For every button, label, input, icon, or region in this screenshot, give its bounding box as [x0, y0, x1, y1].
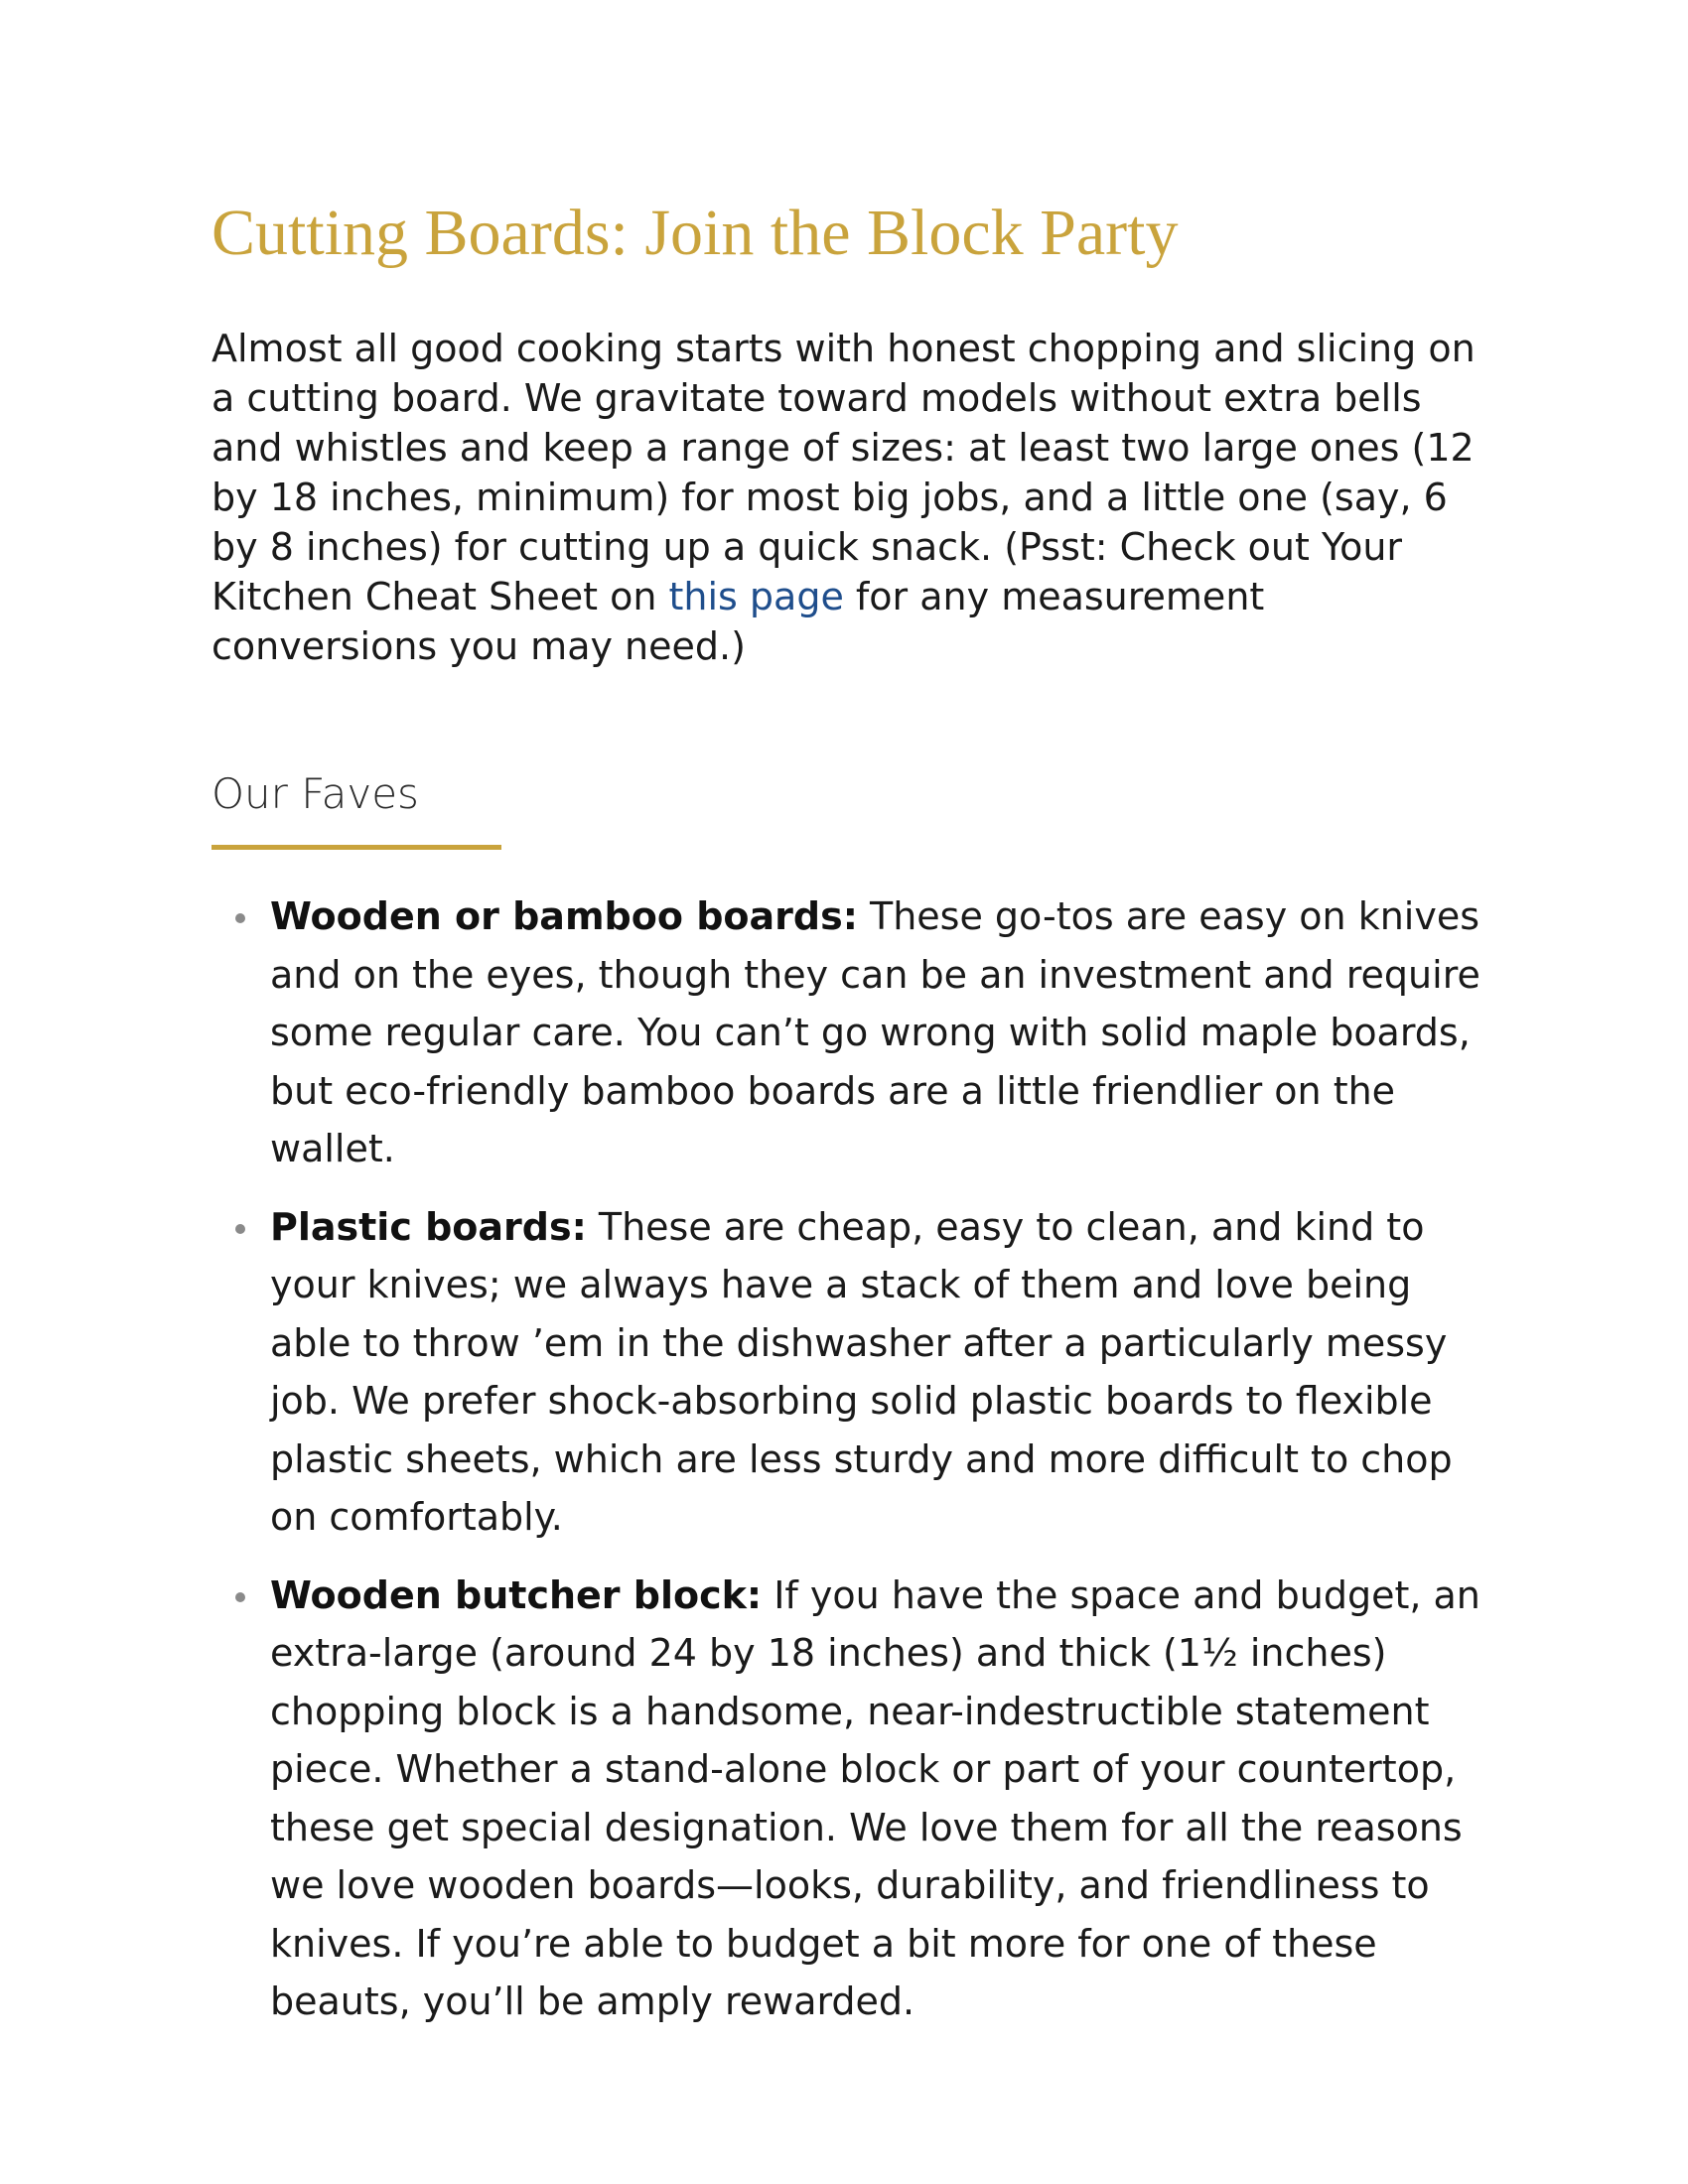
this-page-link[interactable]: this page — [668, 575, 844, 618]
list-item — [211, 1198, 1492, 1547]
fave-text: These go-tos are easy on knives and on the eyes, though they can be an investment and require some regular care. You can’t go wrong with solid maple boards, but eco-friendly bamboo boards are a little friendlier on the wallet. — [270, 894, 1480, 1170]
section-heading: Our Faves — [211, 769, 419, 818]
fave-title: Plastic boards: — [270, 1204, 587, 1249]
list-item — [211, 1567, 1492, 2031]
list-item — [211, 887, 1492, 1178]
page-title: Cutting Boards: Join the Block Party — [211, 197, 1179, 269]
bullet-icon — [235, 1224, 245, 1234]
intro-text-after-link: for any measurement conversions you may need.) — [211, 575, 1265, 668]
faves-list — [211, 887, 1492, 2051]
intro-text-before-link: Almost all good cooking starts with honest chopping and slicing on a cutting board. We gravitate toward models without extra bells and whistles and keep a range of sizes: at least two large ones (12 by 18 inches, minimum) for most big jobs, and a little one (say, 6 by 8 inches) for cutting up a quick snack. (Psst: Check out Your Kitchen Cheat Sheet on — [211, 327, 1476, 618]
fave-title: Wooden or bamboo boards: — [270, 894, 858, 938]
bullet-icon — [235, 913, 245, 923]
bullet-icon — [235, 1592, 245, 1602]
intro-paragraph — [211, 324, 1492, 671]
fave-text: If you have the space and budget, an extra-large (around 24 by 18 inches) and thick (1½ inches) chopping block is a handsome, near-indestructible statement piece. Whether a stand-alone block or part of your countertop, these get special designation. We love them for all the reasons we love wooden boards—looks, durability, and friendliness to knives. If you’re able to budget a bit more for one of these beauts, you’ll be amply rewarded. — [270, 1572, 1480, 2023]
fave-text: These are cheap, easy to clean, and kind to your knives; we always have a stack of them and love being able to throw ’em in the dishwasher after a particularly messy job. We prefer shock-absorbing solid plastic boards to flexible plastic sheets, which are less sturdy and more difficult to chop on comfortably. — [270, 1204, 1453, 1539]
section-heading-underline — [211, 845, 501, 850]
fave-title: Wooden butcher block: — [270, 1572, 763, 1617]
